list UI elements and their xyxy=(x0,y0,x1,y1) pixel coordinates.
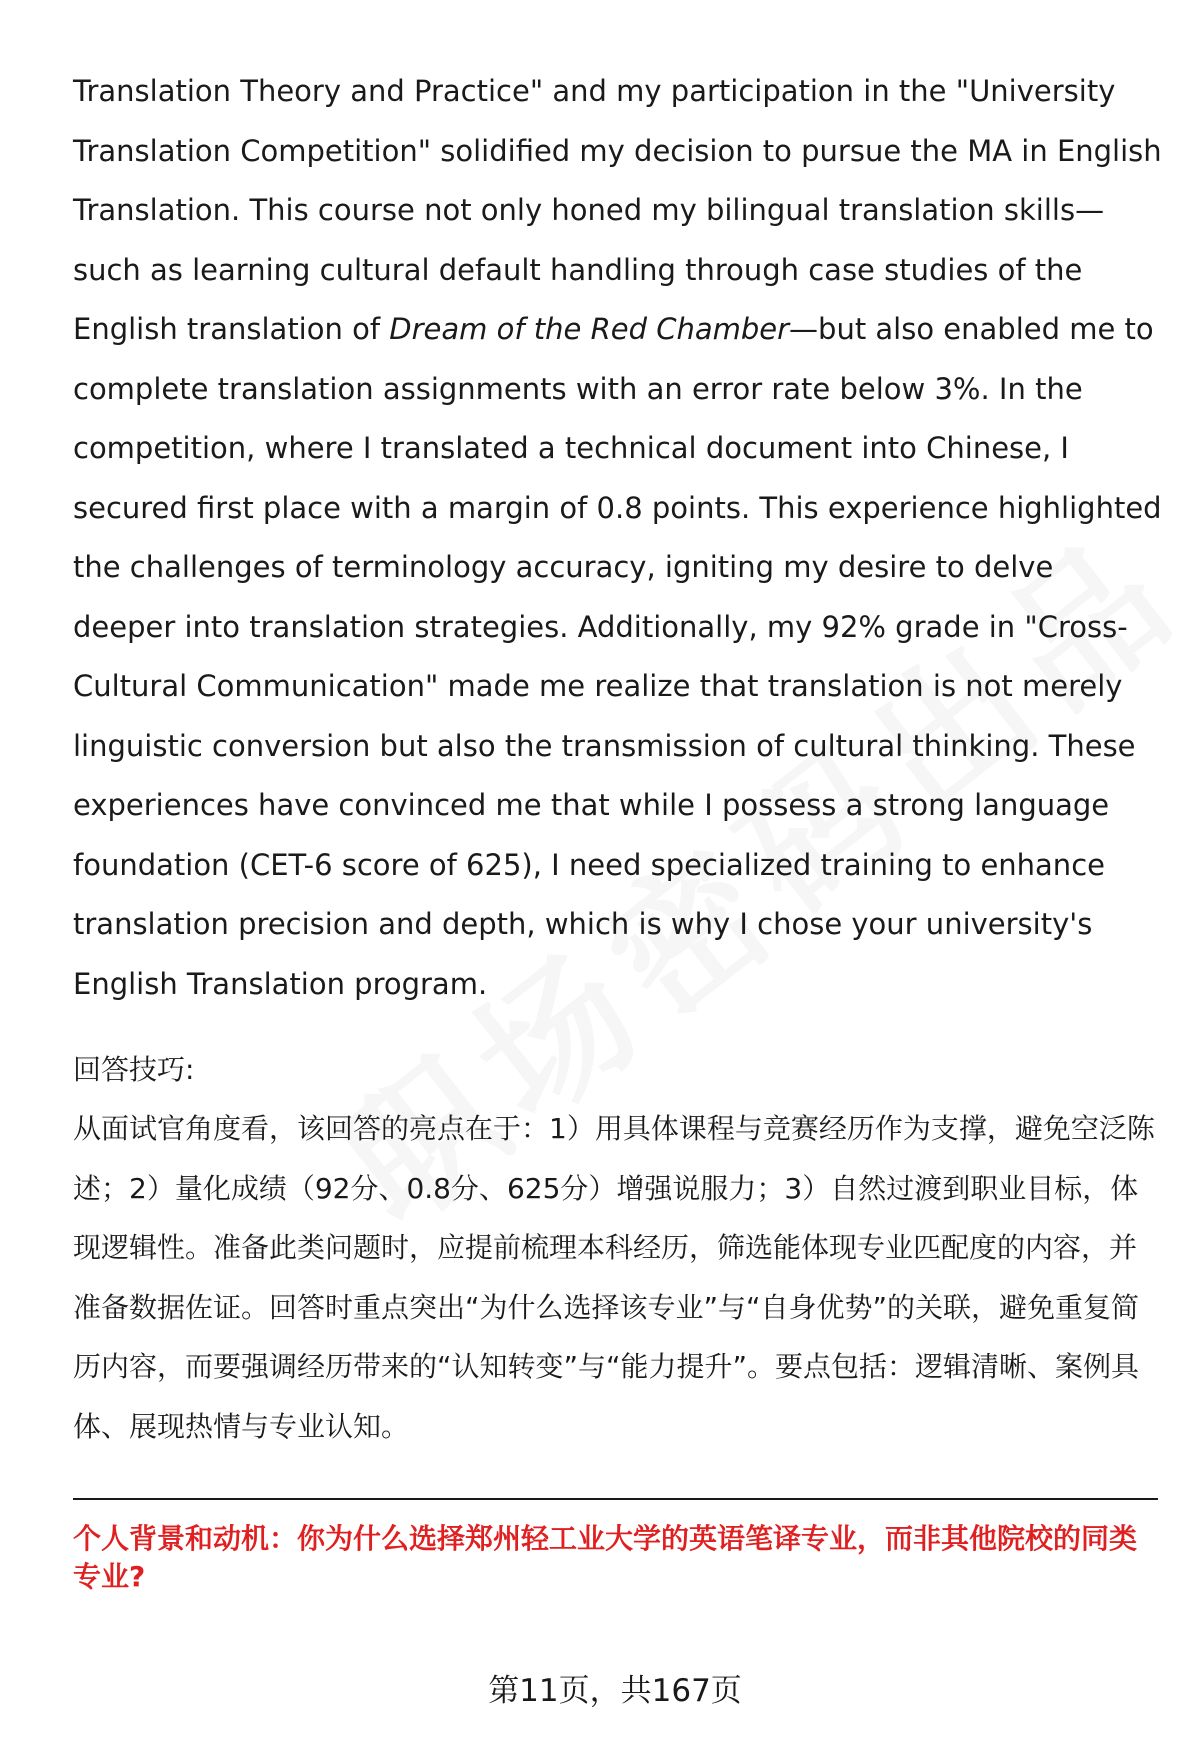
answer-text-part-2: —but also enabled me to complete translation assignments with an error rate below 3%. In the competition, where I translated a technical document into Chinese, I secured first place with a margin of 0.8 points. This experience highlighted the challenges of terminology accuracy, igniting my desire to delve deeper into translation strategies. Additionally, my 92% grade in "Cross-Cultural Communication" made me realize that translation is not merely linguistic conversion but also the transmission of cultural thinking. These experiences have convinced me that while I possess a strong language foundation (CET-6 score of 625), I need specialized training to enhance translation precision and depth, which is why I chose your university's English Translation program. xyxy=(73,312,1162,1001)
answer-text-part-1: Translation Theory and Practice" and my participation in the "University Translation Competition" solidified my decision to pursue the MA in English Translation. This course not only honed my bilingual translation skills—such as learning cultural default handling through case studies of the English translation of xyxy=(73,74,1162,346)
tips-body: 从面试官角度看，该回答的亮点在于：1）用具体课程与竞赛经历作为支撑，避免空泛陈述；2）量化成绩（92分、0.8分、625分）增强说服力；3）自然过渡到职业目标，体现逻辑性。准备此类问题时，应提前梳理本科经历，筛选能体现专业匹配度的内容，并准备数据佐证。回答时重点突出“为什么选择该专业”与“自身优势”的关联，避免重复简历内容，而要强调经历带来的“认知转变”与“能力提升”。要点包括：逻辑清晰、案例具体、展现热情与专业认知。 xyxy=(73,1112,1155,1443)
tips-heading: 回答技巧: xyxy=(73,1053,195,1086)
section-divider xyxy=(73,1498,1158,1500)
page-content xyxy=(73,62,1163,1596)
answer-paragraph xyxy=(73,62,1163,1014)
next-question: 个人背景和动机：你为什么选择郑州轻工业大学的英语笔译专业，而非其他院校的同类专业? xyxy=(73,1522,1138,1593)
book-title: Dream of the Red Chamber xyxy=(389,312,790,346)
page-footer: 第11页，共167页 xyxy=(488,1673,742,1709)
